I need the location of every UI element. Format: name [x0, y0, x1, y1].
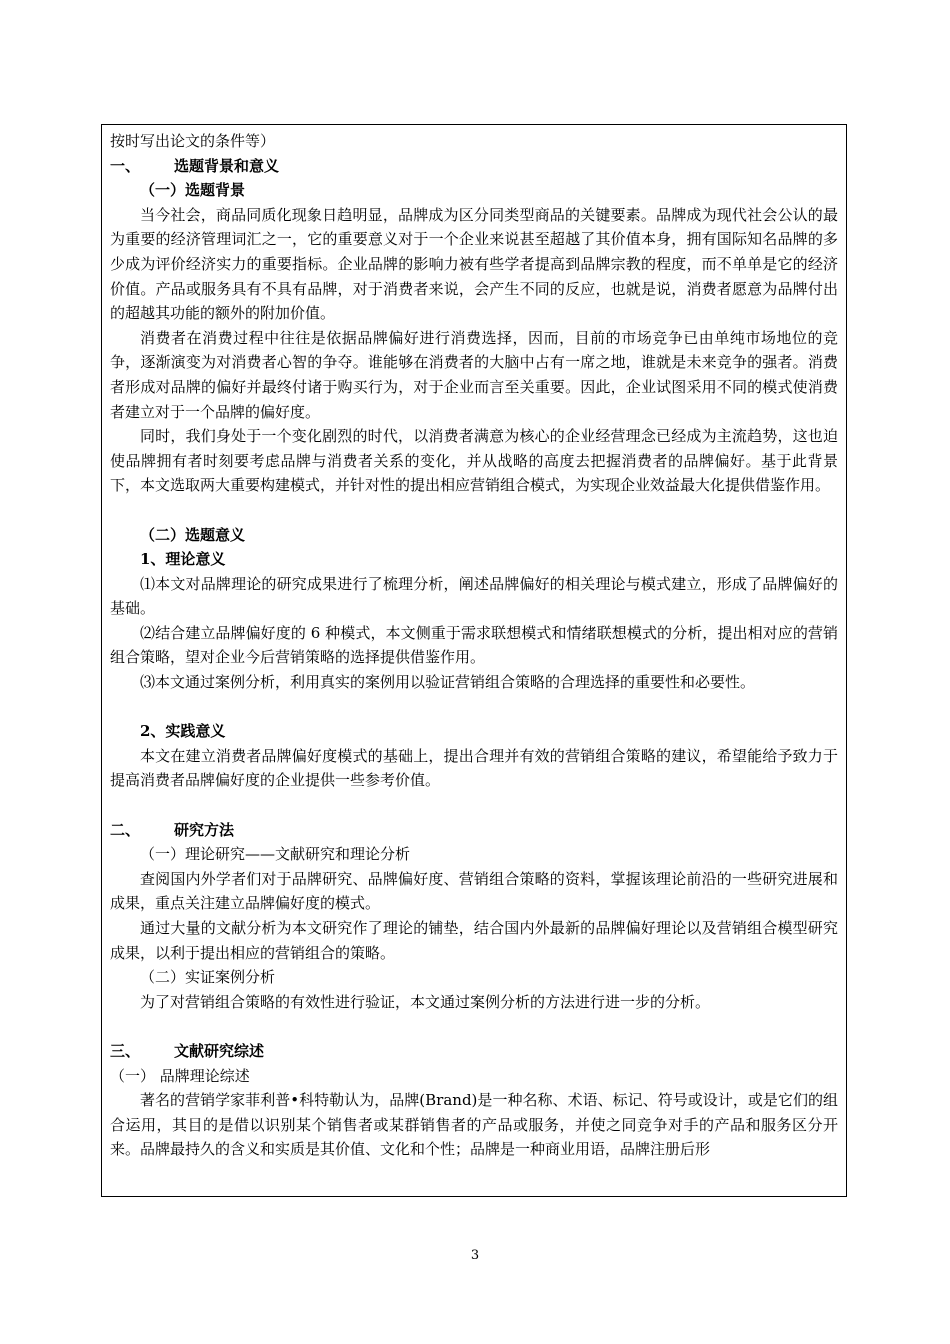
- section-number: 二、: [110, 820, 141, 839]
- page-number: 3: [470, 1248, 480, 1263]
- paragraph: 为了对营销组合策略的有效性进行验证，本文通过案例分析的方法进行进一步的分析。: [140, 992, 711, 1011]
- section-heading-3: [110, 1039, 838, 1064]
- subheading-brand-theory: （一） 品牌理论综述: [110, 1066, 250, 1085]
- paragraph: 查阅国内外学者们对于品牌研究、品牌偏好度、营销组合策略的资料，掌握该理论前沿的一些研究进展和成果，重点关注建立品牌偏好度的模式。: [110, 869, 838, 913]
- paragraph: 本文在建立消费者品牌偏好度模式的基础上，提出合理并有效的营销组合策略的建议，希望能给予致力于提高消费者品牌偏好度的企业提供一些参考价值。: [110, 746, 838, 790]
- paragraph: 当今社会，商品同质化现象日趋明显，品牌成为区分同类型商品的关键要素。品牌成为现代社会公认的最为重要的经济管理词汇之一，它的重要意义对于一个企业来说甚至超越了其价值本身，拥有国际知名品牌的多少成为评价经济实力的重要指标。企业品牌的影响力被有些学者提高到品牌宗教的程度，而不单单是它的经济价值。产品或服务具有不具有品牌，对于消费者来说，会产生不同的反应，也就是说，消费者愿意为品牌付出的超越其功能的额外的附加价值。: [110, 205, 838, 323]
- paragraph: 同时，我们身处于一个变化剧烈的时代，以消费者满意为核心的企业经营理念已经成为主流趋势，这也迫使品牌拥有者时刻要考虑品牌与消费者关系的变化，并从战略的高度去把握消费者的品牌偏好。基于此背景下，本文选取两大重要构建模式，并针对性的提出相应营销组合模式，为实现企业效益最大化提供借鉴作用。: [110, 427, 838, 495]
- continuation-line: 按时写出论文的条件等）: [110, 132, 276, 150]
- subheading-significance: （二）选题意义: [140, 525, 246, 544]
- subheading-theory: 1、理论意义: [140, 550, 226, 569]
- blank-line: [110, 695, 838, 720]
- subheading-background: （一）选题背景: [140, 181, 246, 200]
- section-number: 三、: [110, 1041, 141, 1060]
- document-table-cell: [101, 124, 847, 1197]
- subheading-theory-research: （一）理论研究——文献研究和理论分析: [140, 845, 411, 864]
- blank-line: [110, 793, 838, 818]
- paragraph: 消费者在消费过程中往往是依据品牌偏好进行消费选择，因而，目前的市场竞争已由单纯市场地位的竞争，逐渐演变为对消费者心智的争夺。谁能够在消费者的大脑中占有一席之地，谁就是未来竞争的强者。消费者形成对品牌的偏好并最终付诸于购买行为，对于企业而言至关重要。因此，企业试图采用不同的模式使消费者建立对于一个品牌的偏好度。: [110, 328, 838, 421]
- paragraph: ⑴本文对品牌理论的研究成果进行了梳理分析，阐述品牌偏好的相关理论与模式建立，形成了品牌偏好的基础。: [110, 574, 838, 618]
- paragraph: 通过大量的文献分析为本文研究作了理论的铺垫，结合国内外最新的品牌偏好理论以及营销组合模型研究成果，以利于提出相应的营销组合的策略。: [110, 919, 838, 962]
- paragraph: ⑵结合建立品牌偏好度的 6 种模式，本文侧重于需求联想模式和情绪联想模式的分析，提出相对应的营销组合策略，望对企业今后营销策略的选择提供借鉴作用。: [110, 623, 838, 667]
- blank-line: [110, 1014, 838, 1039]
- paragraph: ⑶本文通过案例分析，利用真实的案例用以验证营销组合策略的合理选择的重要性和必要性。: [140, 673, 756, 692]
- section-title: 研究方法: [174, 820, 235, 839]
- section-title: 文献研究综述: [174, 1041, 265, 1060]
- subheading-practice: 2、实践意义: [140, 722, 226, 741]
- subheading-case-study: （二）实证案例分析: [140, 968, 276, 987]
- paragraph: 著名的营销学家菲利普•科特勒认为，品牌(Brand)是一种名称、术语、标记、符号或设计，或是它们的组合运用，其目的是借以识别某个销售者或某群销售者的产品或服务，并使之同竞争对手的产品和服务区分开来。品牌最持久的含义和实质是其价值、文化和个性；品牌是一种商业用语，品牌注册后形: [110, 1091, 838, 1159]
- section-heading-2: [110, 818, 838, 843]
- section-heading-1: [110, 154, 838, 179]
- blank-line: [110, 498, 838, 523]
- section-number: 一、: [110, 156, 141, 175]
- section-title: 选题背景和意义: [174, 156, 280, 175]
